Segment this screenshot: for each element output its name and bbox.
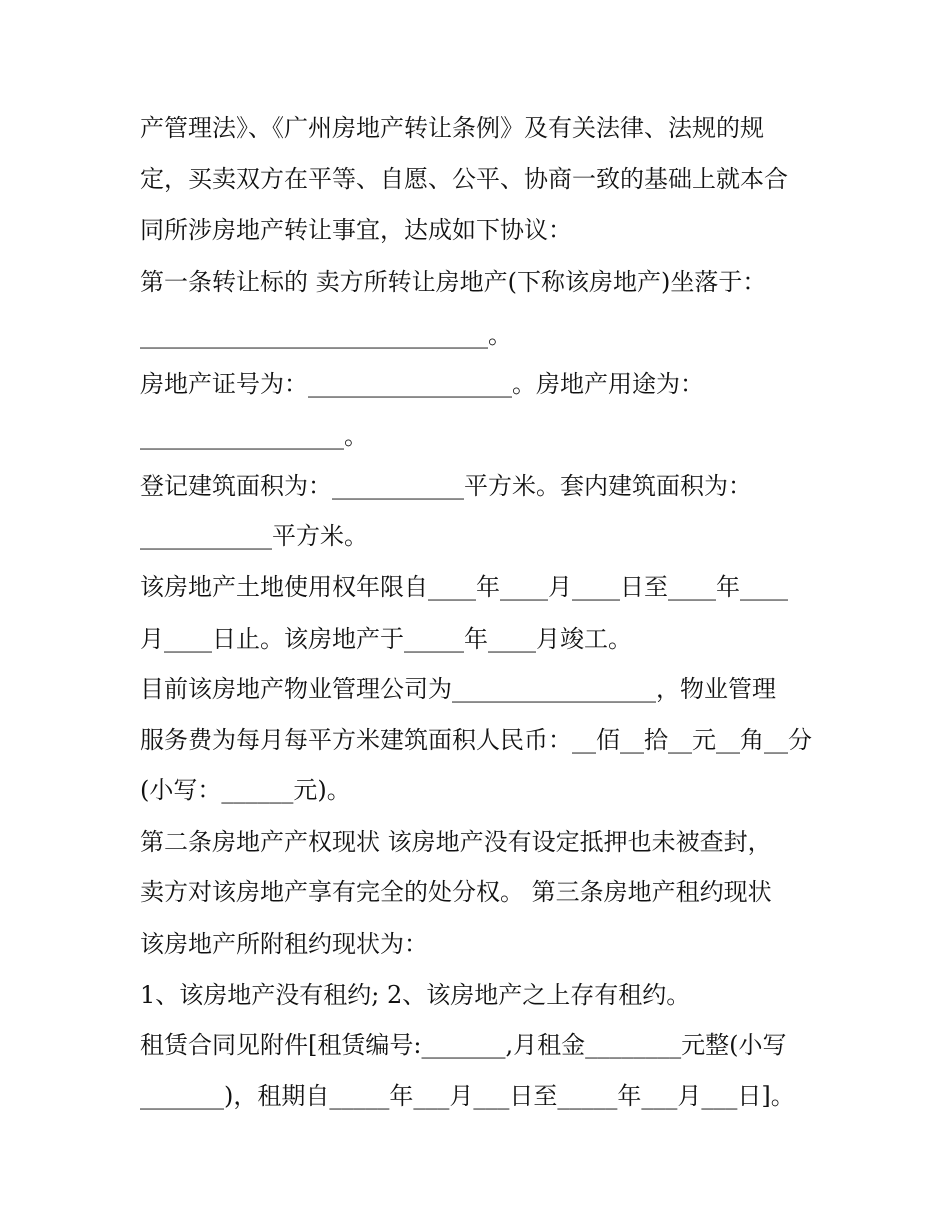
text-line: 1、该房地产没有租约; 2、该房地产之上存有租约。: [140, 981, 691, 1009]
text-line: ___________平方米。: [140, 522, 368, 550]
text-line: 第一条转让标的 卖方所转让房地产(下称该房地产)坐落于：: [140, 268, 767, 296]
blank-line: _____________________________。: [140, 321, 512, 349]
text-line: 月____日止。该房地产于_____年____月竣工。: [140, 625, 632, 653]
blank-line: _________________。: [140, 422, 368, 450]
text-line: 该房地产所附租约现状为：: [140, 930, 428, 958]
text-line: 定，买卖双方在平等、自愿、公平、协商一致的基础上就本合: [140, 165, 788, 193]
text-line: 登记建筑面积为：___________平方米。套内建筑面积为：: [140, 472, 752, 500]
text-line: 第二条房地产产权现状 该房地产没有设定抵押也未被查封，: [140, 828, 772, 856]
text-line: 服务费为每月每平方米建筑面积人民币：__佰__拾__元__角__分: [140, 726, 812, 754]
text-line: 目前该房地产物业管理公司为_________________，物业管理: [140, 675, 776, 703]
text-line: 该房地产土地使用权年限自____年____月____日至____年____: [140, 573, 788, 601]
text-line: 租赁合同见附件[租赁编号:_______,月租金________元整(小写: [140, 1031, 787, 1059]
text-line: _______)，租期自_____年___月___日至_____年___月___日]。: [140, 1082, 795, 1110]
text-line: 房地产证号为：_________________。房地产用途为：: [140, 370, 704, 398]
text-line: 同所涉房地产转让事宜，达成如下协议：: [140, 216, 572, 244]
text-line: (小写：______元)。: [140, 776, 351, 804]
text-line: 产管理法》、《广州房地产转让条例》及有关法律、法规的规: [140, 114, 764, 142]
text-line: 卖方对该房地产享有完全的处分权。 第三条房地产租约现状: [140, 878, 772, 906]
